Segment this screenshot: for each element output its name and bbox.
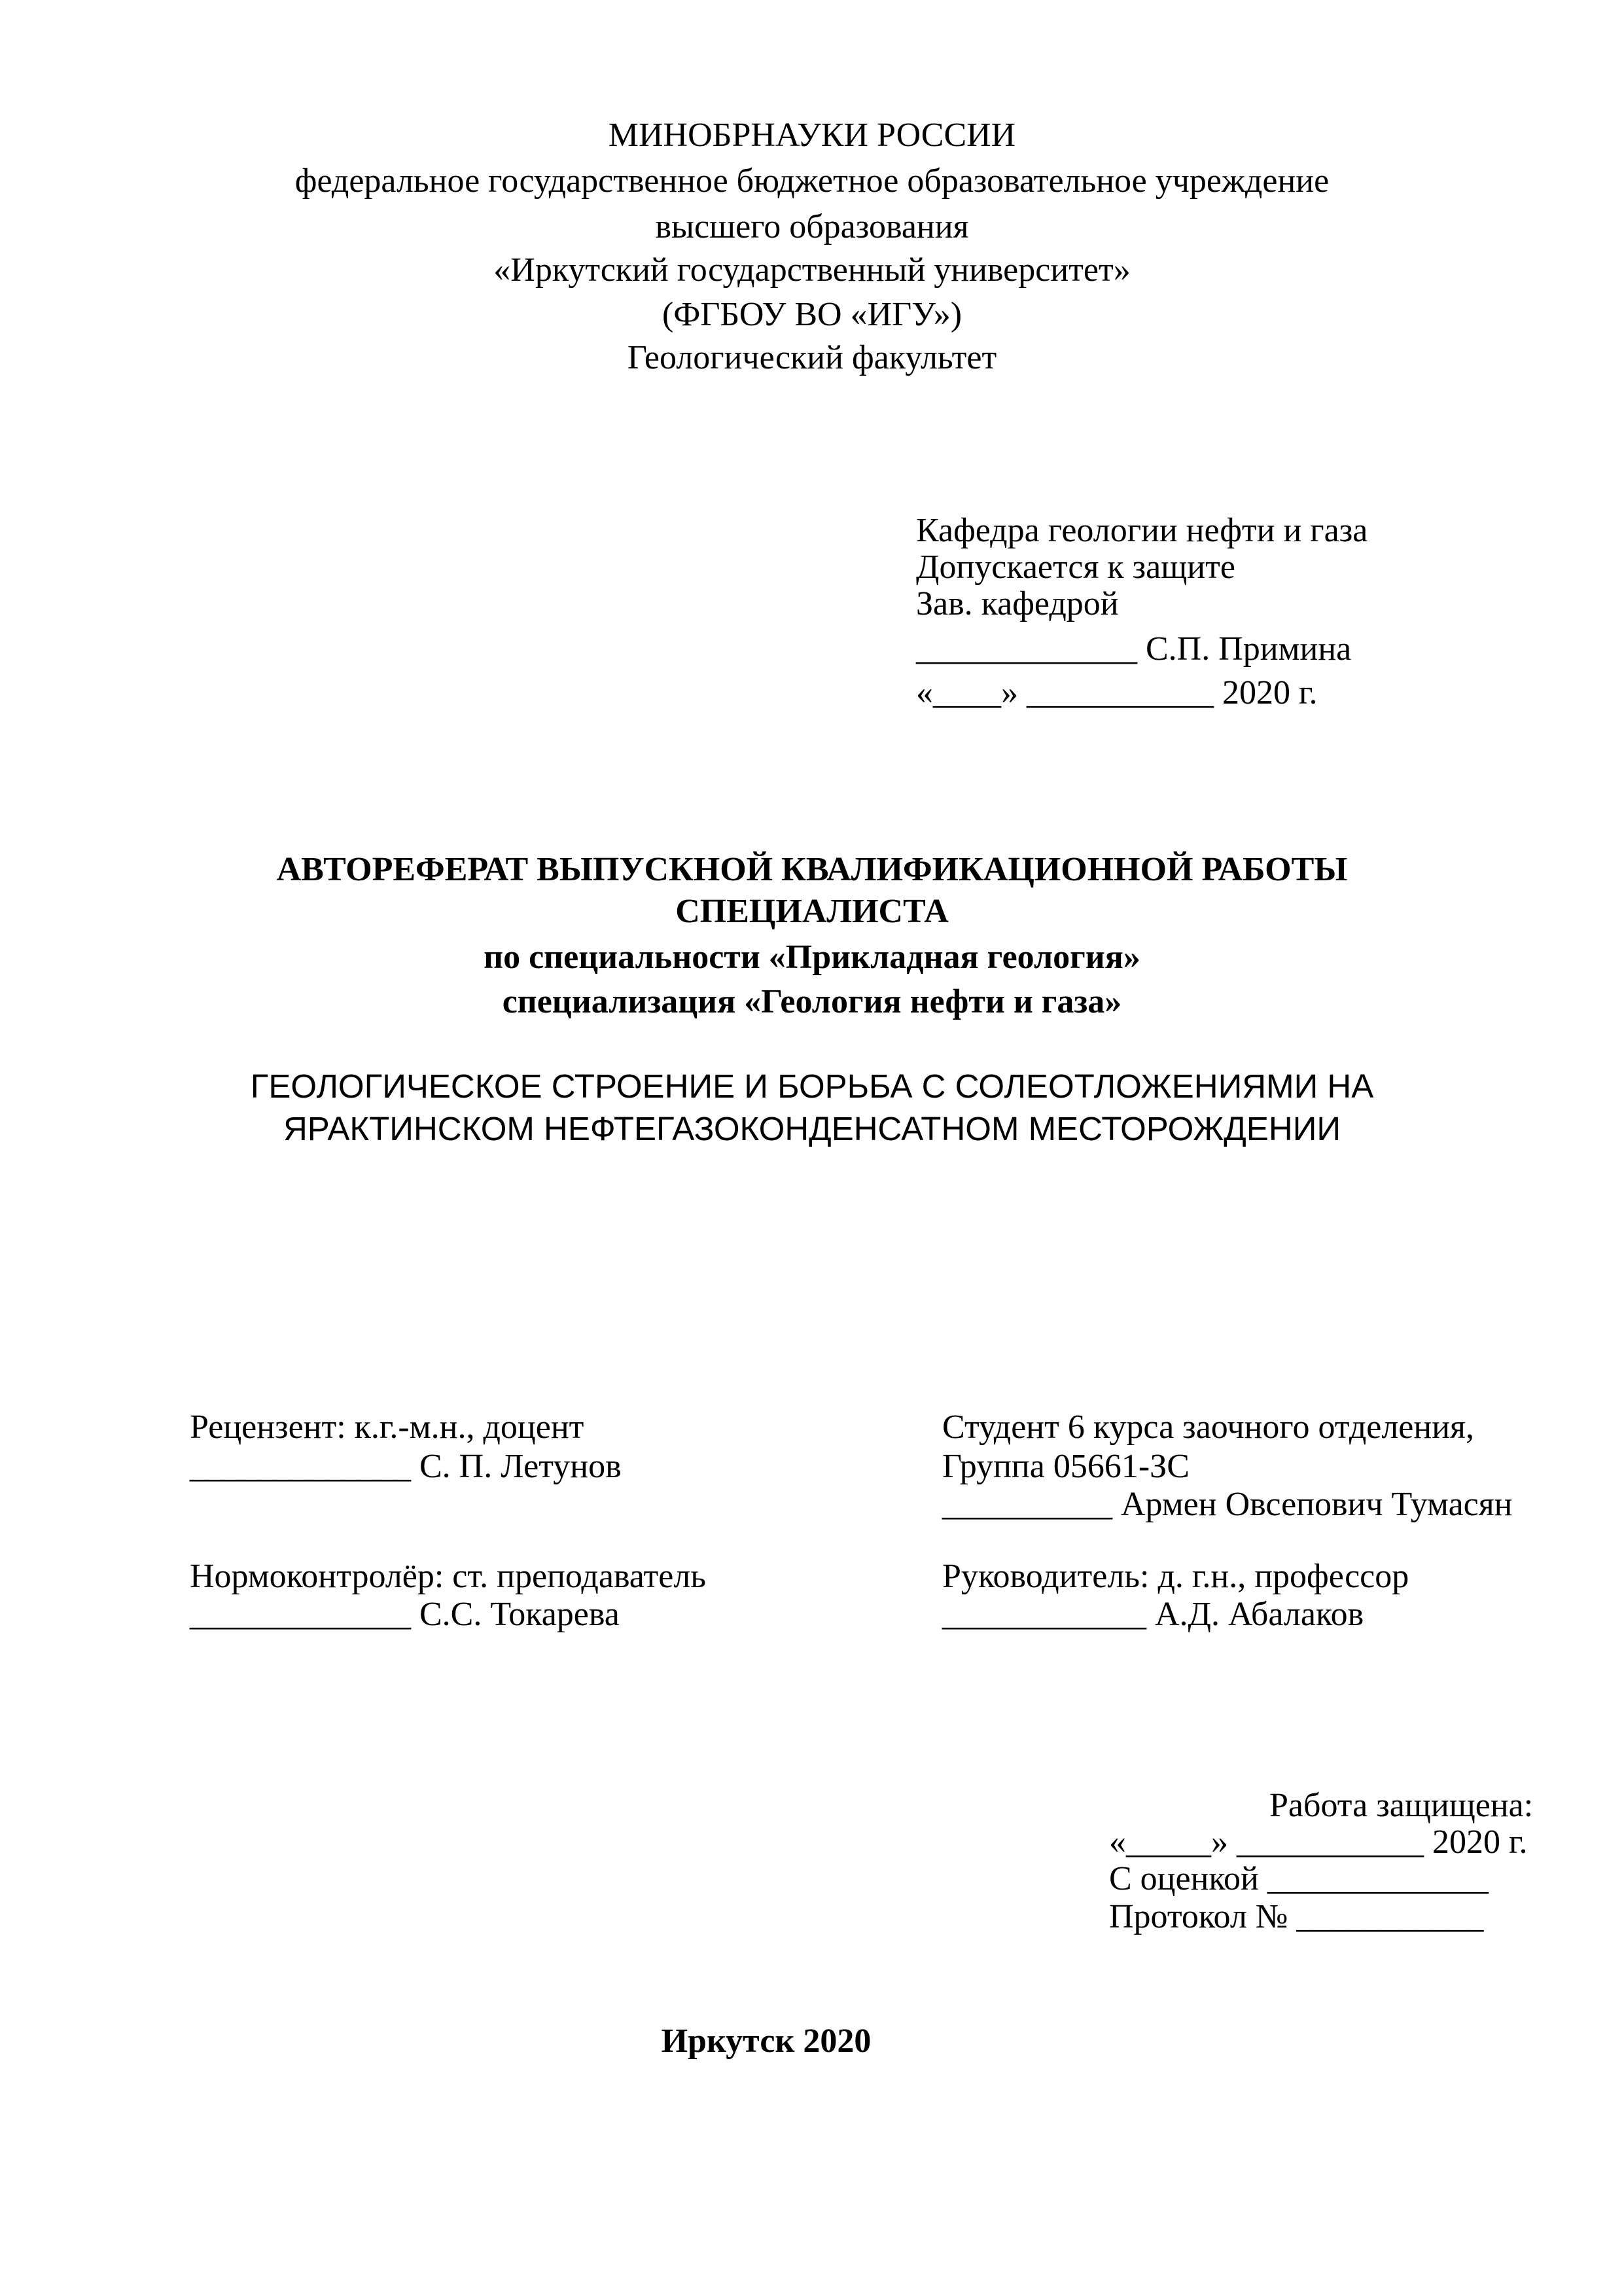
head-of-department-title: Зав. кафедрой — [916, 585, 1119, 622]
normcontrol-role: Нормоконтролёр: ст. преподаватель — [190, 1558, 707, 1595]
university-name: «Иркутский государственный университет» — [493, 251, 1131, 289]
student-role: Студент 6 курса заочного отделения, — [942, 1408, 1474, 1446]
thesis-topic-line2: ЯРАКТИНСКОМ НЕФТЕГАЗОКОНДЕНСАТНОМ МЕСТОРОЖДЕНИИ — [283, 1110, 1341, 1147]
head-of-department-signature: _____________ С.П. Примина — [916, 630, 1352, 668]
reviewer-signature: _____________ С. П. Летунов — [190, 1448, 622, 1485]
education-level: высшего образования — [655, 208, 969, 245]
city-year: Иркутск 2020 — [661, 2022, 872, 2060]
normcontrol-signature: _____________ С.С. Токарева — [190, 1596, 620, 1633]
department-name: Кафедра геологии нефти и газа — [916, 512, 1368, 549]
document-title-line1: АВТОРЕФЕРАТ ВЫПУСКНОЙ КВАЛИФИКАЦИОННОЙ РАБОТЫ — [276, 851, 1348, 888]
thesis-topic-line1: ГЕОЛОГИЧЕСКОЕ СТРОЕНИЕ И БОРЬБА С СОЛЕОТЛОЖЕНИЯМИ НА — [250, 1067, 1374, 1105]
defense-status: Работа защищена: — [1269, 1787, 1534, 1824]
student-group: Группа 05661-ЗС — [942, 1448, 1190, 1485]
supervisor-signature: ____________ А.Д. Абалаков — [942, 1596, 1364, 1633]
university-abbreviation: (ФГБОУ ВО «ИГУ») — [662, 296, 962, 333]
defense-protocol: Протокол № ___________ — [1109, 1898, 1484, 1935]
specialization-line: специализация «Геология нефти и газа» — [502, 983, 1122, 1020]
defense-grade: С оценкой _____________ — [1109, 1860, 1489, 1897]
approval-date-line: «____» ___________ 2020 г. — [916, 674, 1318, 711]
faculty-name: Геологический факультет — [627, 339, 997, 376]
reviewer-role: Рецензент: к.г.-м.н., доцент — [190, 1408, 584, 1446]
ministry-name: МИНОБРНАУКИ РОССИИ — [608, 117, 1016, 154]
specialty-line: по специальности «Прикладная геология» — [484, 939, 1140, 976]
admitted-to-defense: Допускается к защите — [916, 548, 1235, 586]
institution-type: федеральное государственное бюджетное образовательное учреждение — [294, 162, 1330, 200]
document-title-line2: СПЕЦИАЛИСТА — [675, 893, 949, 930]
supervisor-role: Руководитель: д. г.н., профессор — [942, 1558, 1409, 1595]
student-signature: __________ Армен Овсепович Тумасян — [942, 1486, 1513, 1523]
defense-date-line: «_____» ___________ 2020 г. — [1109, 1823, 1528, 1861]
